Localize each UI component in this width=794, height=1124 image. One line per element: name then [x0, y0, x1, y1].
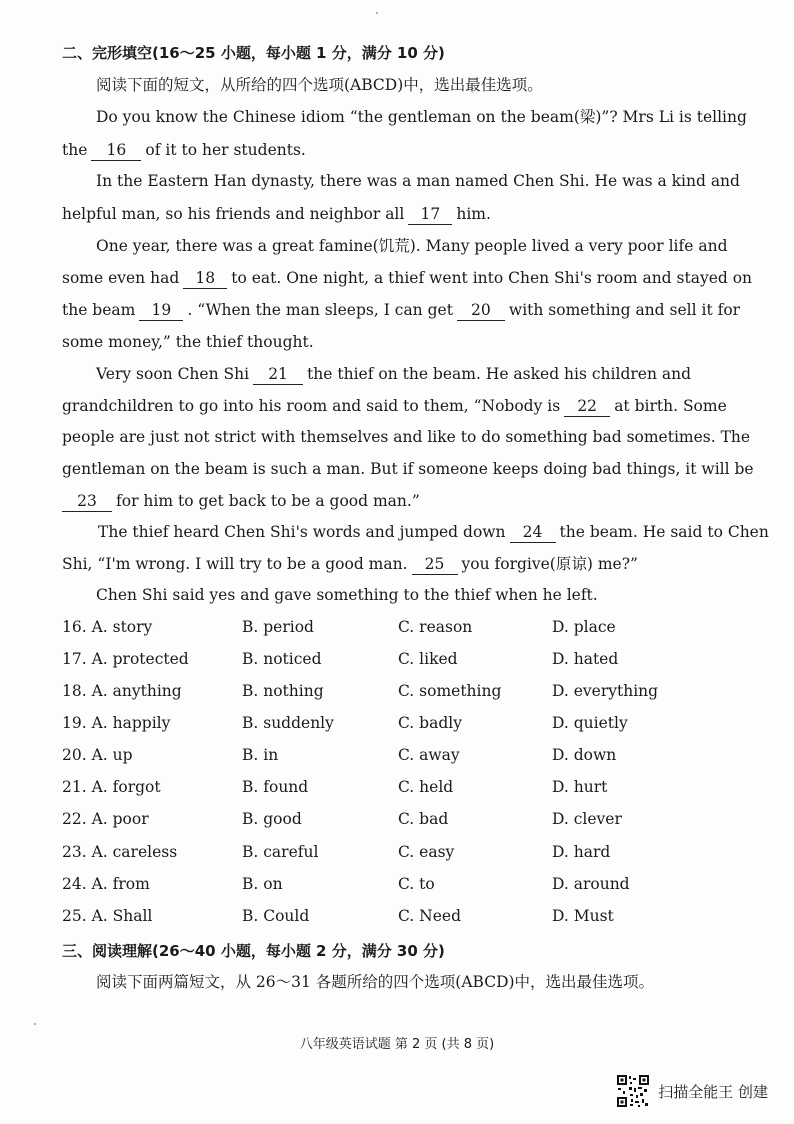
- passage-line: In the Eastern Han dynasty, there was a man named Chen Shi. He was a kind and: [96, 172, 740, 190]
- option-row-25: [62, 907, 742, 929]
- option-a[interactable]: 21. A. forgot: [62, 778, 161, 796]
- option-c[interactable]: C. bad: [398, 810, 449, 828]
- section-3-instruction: 阅读下面两篇短文，从 26～31 各题所给的四个选项(ABCD)中，选出最佳选项。: [96, 973, 655, 991]
- qr-code-icon: [616, 1074, 650, 1108]
- option-d[interactable]: D. quietly: [552, 714, 628, 732]
- scan-speck: [34, 1023, 36, 1025]
- option-a[interactable]: 23. A. careless: [62, 843, 178, 861]
- option-c[interactable]: C. easy: [398, 843, 455, 861]
- option-row-19: [62, 714, 742, 736]
- passage-line: Shi, “I'm wrong. I will try to be a good man. 25 you forgive(原谅) me?”: [62, 555, 638, 573]
- blank-21: 21: [253, 364, 303, 385]
- option-b[interactable]: B. nothing: [242, 682, 324, 700]
- passage-line: Very soon Chen Shi 21 the thief on the beam. He asked his children and: [96, 365, 692, 383]
- option-row-17: [62, 650, 742, 672]
- option-a[interactable]: 19. A. happily: [62, 714, 171, 732]
- option-c[interactable]: C. away: [398, 746, 460, 764]
- passage-line: grandchildren to go into his room and said to them, “Nobody is 22 at birth. Some: [62, 397, 727, 415]
- option-row-22: [62, 810, 742, 832]
- section-2-instruction: 阅读下面的短文，从所给的四个选项(ABCD)中，选出最佳选项。: [96, 76, 543, 94]
- option-c[interactable]: C. Need: [398, 907, 461, 925]
- option-d[interactable]: D. down: [552, 746, 617, 764]
- passage-line: One year, there was a great famine(饥荒). Many people lived a very poor life and: [96, 237, 728, 255]
- option-d[interactable]: D. hard: [552, 843, 611, 861]
- passage-line: the 16 of it to her students.: [62, 141, 306, 159]
- section-3-title: 三、阅读理解(26～40 小题，每小题 2 分，满分 30 分): [62, 942, 445, 960]
- option-a[interactable]: 20. A. up: [62, 746, 133, 764]
- option-b[interactable]: B. suddenly: [242, 714, 334, 732]
- option-c[interactable]: C. liked: [398, 650, 458, 668]
- blank-16: 16: [91, 140, 141, 161]
- option-b[interactable]: B. in: [242, 746, 279, 764]
- option-b[interactable]: B. period: [242, 618, 314, 636]
- option-d[interactable]: D. Must: [552, 907, 614, 925]
- option-d[interactable]: D. place: [552, 618, 616, 636]
- option-d[interactable]: D. everything: [552, 682, 659, 700]
- passage-line: gentleman on the beam is such a man. But if someone keeps doing bad things, it will be: [62, 460, 754, 478]
- option-row-18: [62, 682, 742, 704]
- option-a[interactable]: 18. A. anything: [62, 682, 182, 700]
- passage-line: Chen Shi said yes and gave something to the thief when he left.: [96, 586, 598, 604]
- option-c[interactable]: C. held: [398, 778, 454, 796]
- option-c[interactable]: C. something: [398, 682, 502, 700]
- option-b[interactable]: B. Could: [242, 907, 310, 925]
- section-2-title: 二、完形填空(16～25 小题，每小题 1 分，满分 10 分): [62, 44, 445, 62]
- passage-line: helpful man, so his friends and neighbor all 17 him.: [62, 205, 491, 223]
- passage-line: the beam 19 . “When the man sleeps, I can get 20 with something and sell it for: [62, 301, 741, 319]
- option-d[interactable]: D. around: [552, 875, 630, 893]
- blank-17: 17: [408, 204, 452, 225]
- option-c[interactable]: C. badly: [398, 714, 462, 732]
- option-row-23: [62, 843, 742, 865]
- option-c[interactable]: C. to: [398, 875, 435, 893]
- blank-25: 25: [412, 554, 458, 575]
- scanner-watermark: [616, 1074, 768, 1108]
- blank-22: 22: [564, 396, 610, 417]
- option-a[interactable]: 22. A. poor: [62, 810, 149, 828]
- passage-line: some money,” the thief thought.: [62, 333, 314, 351]
- passage-line: 23 for him to get back to be a good man.”: [62, 491, 420, 512]
- option-a[interactable]: 17. A. protected: [62, 650, 189, 668]
- blank-19: 19: [139, 300, 183, 321]
- option-d[interactable]: D. clever: [552, 810, 622, 828]
- watermark-text: 扫描全能王 创建: [658, 1082, 768, 1101]
- blank-23: 23: [62, 491, 112, 512]
- blank-24: 24: [510, 522, 556, 543]
- option-a[interactable]: 25. A. Shall: [62, 907, 153, 925]
- page-footer: 八年级英语试题 第 2 页 (共 8 页): [299, 1037, 495, 1052]
- blank-20: 20: [457, 300, 505, 321]
- passage-line: people are just not strict with themselves and like to do something bad sometimes. The: [62, 428, 751, 446]
- option-row-16: [62, 618, 742, 640]
- option-b[interactable]: B. on: [242, 875, 283, 893]
- option-b[interactable]: B. noticed: [242, 650, 322, 668]
- option-b[interactable]: B. found: [242, 778, 309, 796]
- passage-line: Do you know the Chinese idiom “the gentleman on the beam(梁)”? Mrs Li is telling: [96, 108, 747, 126]
- option-b[interactable]: B. good: [242, 810, 302, 828]
- option-row-20: [62, 746, 742, 768]
- option-b[interactable]: B. careful: [242, 843, 319, 861]
- passage-line: The thief heard Chen Shi's words and jumped down 24 the beam. He said to Chen: [98, 523, 769, 541]
- option-a[interactable]: 24. A. from: [62, 875, 150, 893]
- option-row-21: [62, 778, 742, 800]
- option-c[interactable]: C. reason: [398, 618, 473, 636]
- option-a[interactable]: 16. A. story: [62, 618, 153, 636]
- option-row-24: [62, 875, 742, 897]
- option-d[interactable]: D. hurt: [552, 778, 608, 796]
- blank-18: 18: [183, 268, 227, 289]
- option-d[interactable]: D. hated: [552, 650, 619, 668]
- scan-speck: [376, 12, 378, 14]
- passage-line: some even had 18 to eat. One night, a thief went into Chen Shi's room and stayed on: [62, 269, 753, 287]
